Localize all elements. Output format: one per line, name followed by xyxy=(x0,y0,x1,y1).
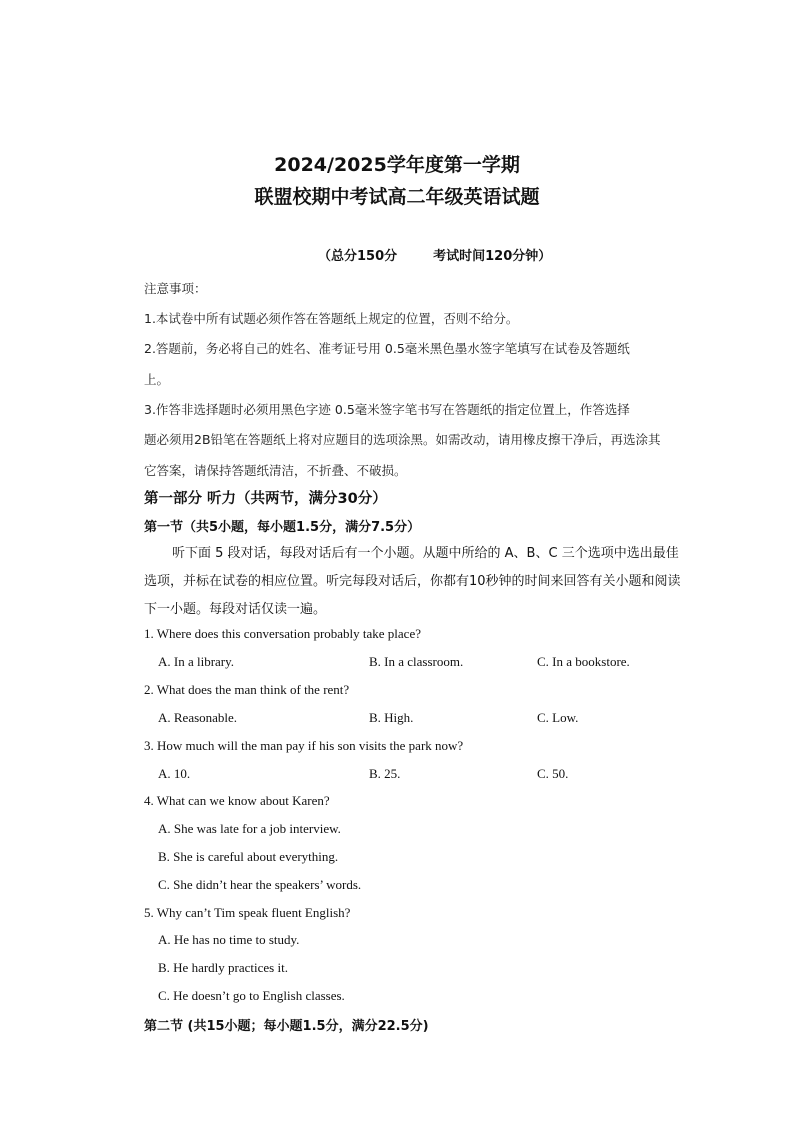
note-item: 1.本试卷中所有试题必须作答在答题纸上规定的位置，否则不给分。 xyxy=(144,311,519,326)
option-b: B. High. xyxy=(369,710,414,725)
question-stem: 1. Where does this conversation probably take place? xyxy=(144,626,421,641)
option-c: C. In a bookstore. xyxy=(537,654,630,669)
question-stem: 4. What can we know about Karen? xyxy=(144,793,330,808)
option-c: C. 50. xyxy=(537,766,569,781)
note-item: 题必须用2B铅笔在答题纸上将对应题目的选项涂黑。如需改动，请用橡皮擦干净后，再选涂其 xyxy=(144,432,661,447)
option-c: C. She didn’t hear the speakers’ words. xyxy=(158,877,362,892)
section1-title: 第一节（共5小题，每小题1.5分，满分7.5分） xyxy=(144,520,421,535)
instruction-line: 听下面 5 段对话，每段对话后有一个小题。从题中所给的 A、B、C 三个选项中选出最佳 xyxy=(172,546,679,561)
option-a: A. He has no time to study. xyxy=(158,932,300,947)
option-b: B. She is careful about everything. xyxy=(158,849,339,864)
instruction-line: 选项，并标在试卷的相应位置。听完每段对话后，你都有10秒钟的时间来回答有关小题和阅读 xyxy=(144,574,681,589)
option-c: C. He doesn’t go to English classes. xyxy=(158,988,345,1003)
option-a: A. In a library. xyxy=(158,654,235,669)
total-score: （总分150分 xyxy=(318,249,398,264)
option-a: A. 10. xyxy=(158,766,191,781)
question-stem: 3. How much will the man pay if his son visits the park now? xyxy=(144,738,464,753)
note-item: 2.答题前，务必将自己的姓名、准考证号用 0.5毫米黑色墨水签字笔填写在试卷及答题纸 xyxy=(144,341,630,356)
option-a: A. Reasonable. xyxy=(158,710,238,725)
note-item: 上。 xyxy=(144,372,170,387)
exam-year-title: 2024/2025学年度第一学期 xyxy=(274,154,520,176)
part1-title: 第一部分 听力（共两节，满分30分） xyxy=(144,491,387,507)
option-b: B. He hardly practices it. xyxy=(158,960,288,975)
option-b: B. 25. xyxy=(369,766,401,781)
exam-time: 考试时间120分钟） xyxy=(433,249,552,264)
option-b: B. In a classroom. xyxy=(369,654,464,669)
option-c: C. Low. xyxy=(537,710,579,725)
note-item: 它答案，请保持答题纸清洁，不折叠、不破损。 xyxy=(144,463,407,478)
option-a: A. She was late for a job interview. xyxy=(158,821,341,836)
exam-title: 联盟校期中考试高二年级英语试题 xyxy=(254,186,540,208)
note-item: 3.作答非选择题时必须用黑色字迹 0.5毫米签字笔书写在答题纸的指定位置上，作答选择 xyxy=(144,402,630,417)
exam-meta xyxy=(318,245,551,264)
instruction-line: 下一小题。每段对话仅读一遍。 xyxy=(144,602,327,617)
notes-heading: 注意事项： xyxy=(144,281,207,296)
question-stem: 5. Why can’t Tim speak fluent English? xyxy=(144,905,351,920)
section2-title: 第二节 (共15小题；每小题1.5分，满分22.5分) xyxy=(144,1019,429,1034)
question-stem: 2. What does the man think of the rent? xyxy=(144,682,350,697)
